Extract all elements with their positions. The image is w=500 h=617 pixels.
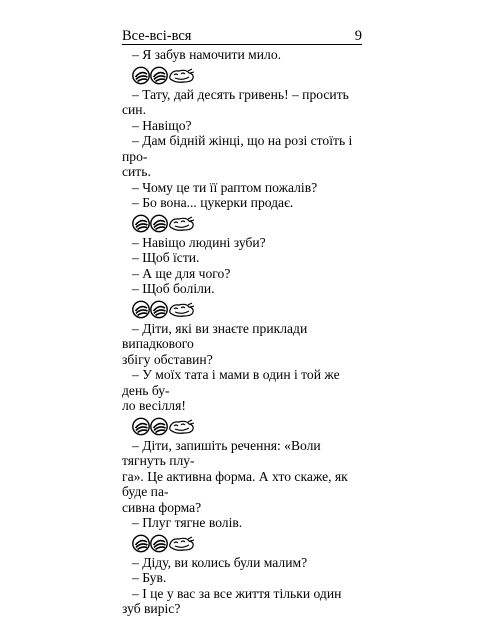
text-line: сить. bbox=[122, 164, 151, 179]
header-rule bbox=[122, 44, 362, 45]
text-line: ло весілля! bbox=[122, 398, 186, 413]
text-line: – Діду, ви колись були малим? bbox=[132, 554, 308, 570]
text-line: – Щоб боліли. bbox=[132, 281, 215, 296]
joke-separator bbox=[122, 297, 362, 321]
text-line: – Діти, запишіть речення: «Воли тягнуть плу- bbox=[122, 437, 321, 468]
text-line: – Тату, дай десять гривень! – просить син. bbox=[122, 86, 349, 117]
text-line: га». Це активна форма. А хто скаже, як буде па- bbox=[122, 468, 348, 499]
page-number: 9 bbox=[354, 28, 362, 44]
laughing-faces-icon bbox=[132, 534, 196, 553]
text-line: – Бо вона... цукерки продає. bbox=[132, 195, 294, 210]
text-line: – Чому це ти її раптом пожалів? bbox=[132, 179, 318, 195]
header-title: Все-всі-вся bbox=[122, 28, 192, 44]
text-line: – Був. bbox=[132, 570, 167, 585]
laughing-faces-icon bbox=[132, 417, 196, 436]
text-line: – А ще для чого? bbox=[132, 265, 231, 281]
jokes-content bbox=[122, 47, 362, 617]
text-line: – Дам бідній жінці, що на розі стоїть і про- bbox=[122, 133, 353, 164]
text-line: сивна форма? bbox=[122, 499, 202, 515]
joke-separator bbox=[122, 211, 362, 235]
joke-separator bbox=[122, 414, 362, 438]
joke-separator bbox=[122, 63, 362, 87]
text-line: – Щоб їсти. bbox=[132, 250, 200, 265]
laughing-faces-icon bbox=[132, 214, 196, 233]
text-line: – У моїх тата і мами в один і той же день бу- bbox=[122, 367, 340, 398]
text-line: – Діти, які ви знаєте приклади випадкового bbox=[122, 320, 308, 351]
text-line: – І це у вас за все життя тільки один зуб виріс? bbox=[122, 585, 342, 616]
text-line: – Я забув намочити мило. bbox=[132, 47, 282, 62]
text-line: – Навіщо? bbox=[132, 117, 192, 133]
laughing-faces-icon bbox=[132, 66, 196, 85]
joke-separator bbox=[122, 531, 362, 555]
text-line: – Навіщо людині зуби? bbox=[132, 234, 266, 250]
text-line: – Плуг тягне волів. bbox=[132, 515, 243, 530]
text-line: збігу обставин? bbox=[122, 351, 213, 367]
laughing-faces-icon bbox=[132, 300, 196, 319]
